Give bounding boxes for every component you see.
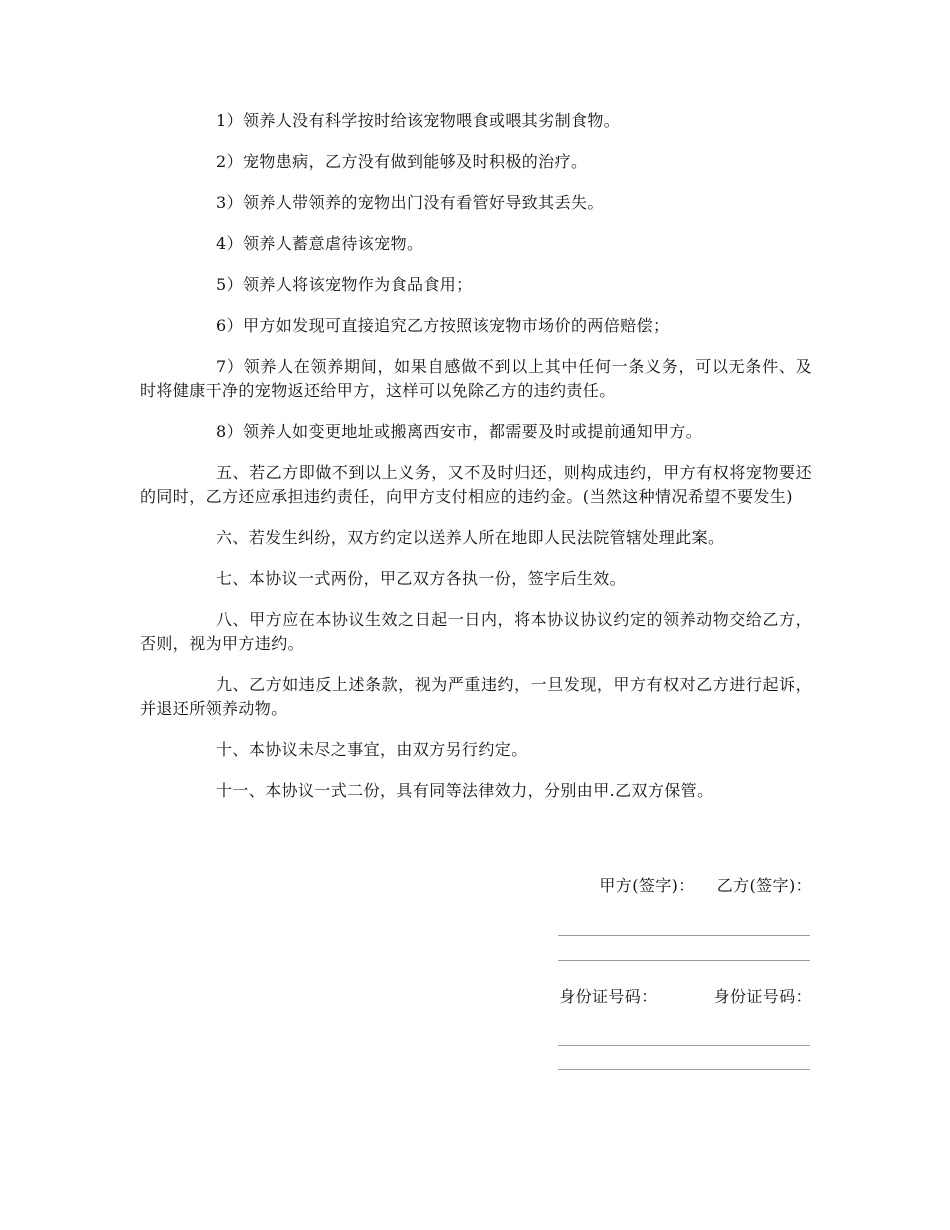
- agreement-body: [140, 109, 812, 820]
- clause-3: 3）领养人带领养的宠物出门没有看管好导致其丢失。: [216, 193, 604, 212]
- article-10: 十、本协议未尽之事宜，由双方另行约定。: [216, 740, 528, 759]
- clause-4: 4）领养人蓄意虐待该宠物。: [216, 234, 424, 253]
- signature-line-a: [558, 935, 810, 936]
- article-7: 七、本协议一式两份，甲乙双方各执一份，签字后生效。: [216, 569, 627, 588]
- clause-1: 1）领养人没有科学按时给该宠物喂食或喂其劣制食物。: [216, 111, 621, 130]
- party-b-id-label: 身份证号码：: [713, 987, 812, 1006]
- clause-2: 2）宠物患病，乙方没有做到能够及时积极的治疗。: [216, 152, 588, 171]
- article-8: 八、甲方应在本协议生效之日起一日内，将本协议协议约定的领养动物交给乙方，否则，视为甲方违约。: [140, 610, 812, 653]
- party-a-id-label: 身份证号码：: [559, 987, 658, 1006]
- signature-line-b: [558, 960, 810, 961]
- party-a-signature-label: 甲方(签字)：: [599, 876, 695, 895]
- article-9: 九、乙方如违反上述条款，视为严重违约，一旦发现，甲方有权对乙方进行起诉，并退还所领养动物。: [140, 675, 812, 718]
- id-number-labels: [559, 985, 812, 1009]
- article-11: 十一、本协议一式二份，具有同等法律效力，分别由甲.乙双方保管。: [216, 781, 714, 800]
- clause-7: 7）领养人在领养期间，如果自感做不到以上其中任何一条义务，可以无条件、及时将健康干净的宠物返还给甲方，这样可以免除乙方的违约责任。: [140, 357, 812, 400]
- signature-labels: [599, 874, 812, 898]
- article-5: 五、若乙方即做不到以上义务，又不及时归还，则构成违约，甲方有权将宠物要还的同时，乙方还应承担违约责任，向甲方支付相应的违约金。(当然这种情况希望不要发生): [140, 463, 812, 506]
- article-6: 六、若发生纠纷，双方约定以送养人所在地即人民法院管辖处理此案。: [216, 528, 725, 547]
- clause-8: 8）领养人如变更地址或搬离西安市，都需要及时或提前通知甲方。: [216, 422, 703, 441]
- id-line-b: [558, 1069, 810, 1070]
- party-b-signature-label: 乙方(签字)：: [716, 876, 812, 895]
- clause-5: 5）领养人将该宠物作为食品食用；: [216, 275, 473, 294]
- id-line-a: [558, 1045, 810, 1046]
- clause-6: 6）甲方如发现可直接追究乙方按照该宠物市场价的两倍赔偿；: [216, 316, 670, 335]
